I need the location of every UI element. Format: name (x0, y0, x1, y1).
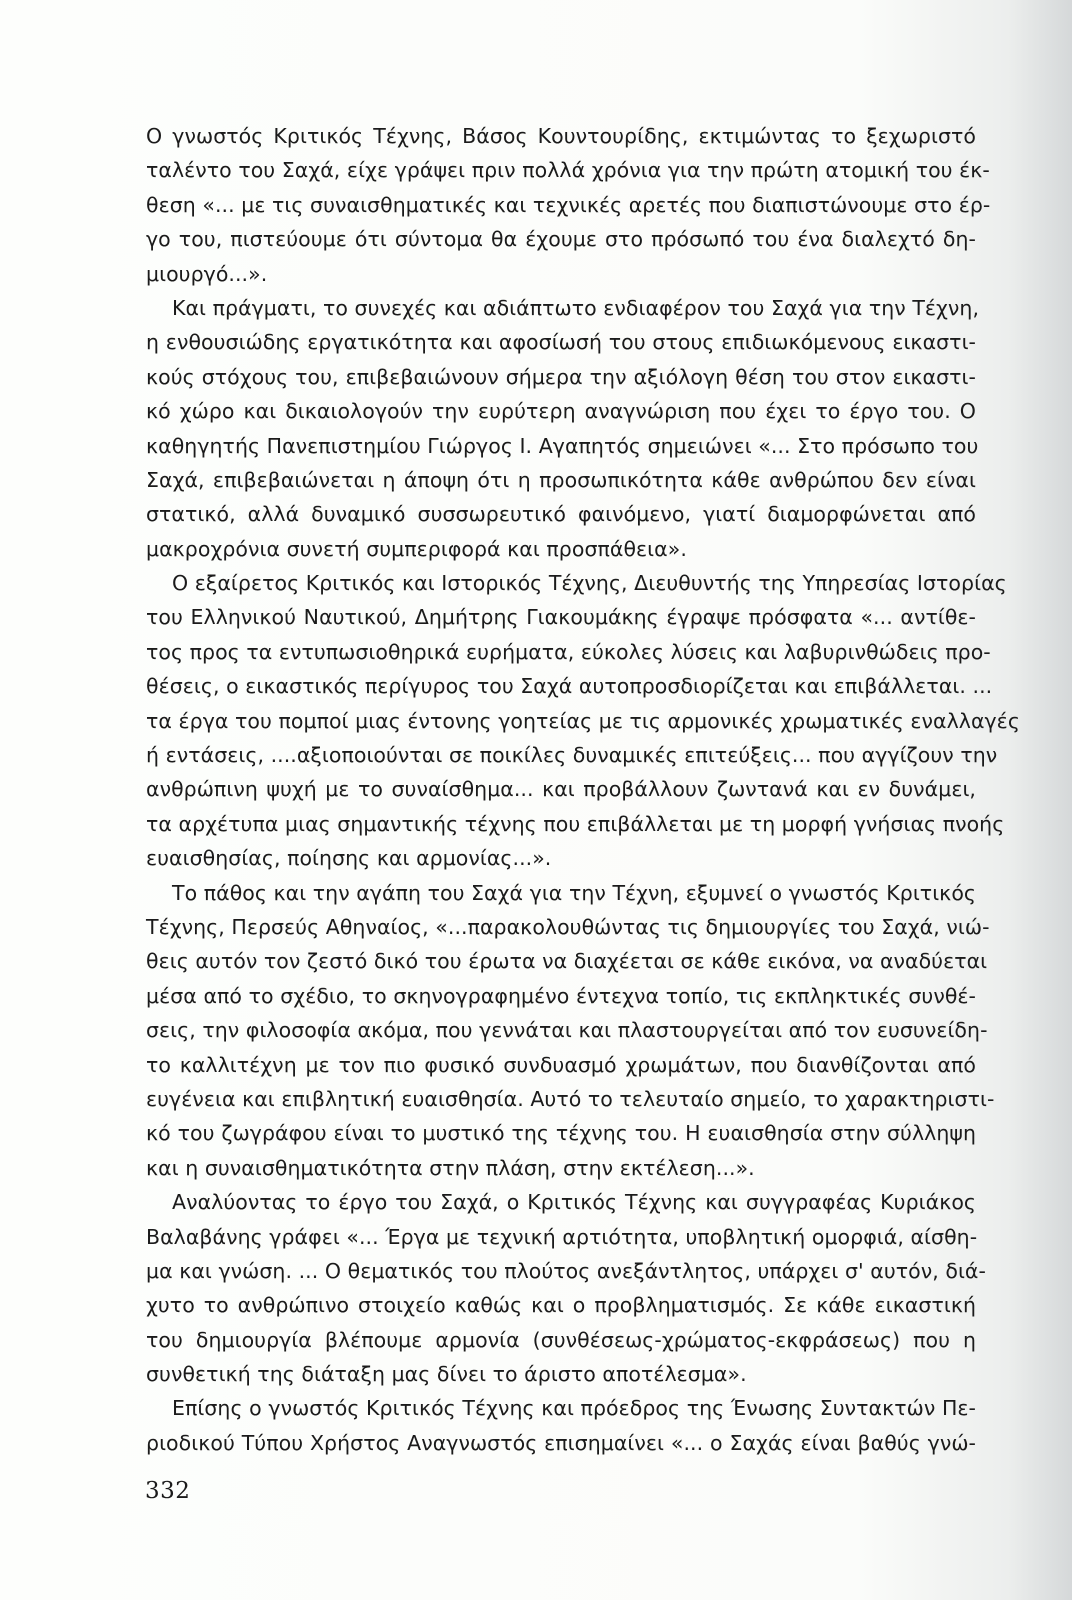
text-line: μιουργό...». (146, 261, 268, 286)
text-line: του δημιουργία βλέπουμε αρμονία (συνθέσεως-χρώματος-εκφράσεως) που η (146, 1327, 976, 1352)
text-line: κό του ζωγράφου είναι το μυστικό της τέχνης του. Η ευαισθησία στην σύλληψη (146, 1121, 976, 1146)
text-line: Τέχνης, Περσεύς Αθηναίος, «...παρακολουθώντας τις δημιουργίες του Σαχά, νιώ- (146, 914, 990, 939)
text-line: τα αρχέτυπα μιας σημαντικής τέχνης που επιβάλλεται με τη μορφή γνήσιας πνοής (146, 811, 1005, 836)
text-line: Αναλύοντας το έργο του Σαχά, ο Κριτικός Τέχνης και συγγραφέας Κυριάκος (172, 1190, 976, 1215)
text-line: τα έργα του πομποί μιας έντονης γοητείας με τις αρμονικές χρωματικές εναλλαγές (146, 708, 1020, 733)
text-line: θεις αυτόν τον ζεστό δικό του έρωτα να διαχέεται σε κάθε εικόνα, να αναδύεται (146, 949, 988, 974)
text-line: Ο γνωστός Κριτικός Τέχνης, Βάσος Κουντουρίδης, εκτιμώντας το ξεχωριστό (146, 124, 976, 148)
text-line: Ο εξαίρετος Κριτικός και Ιστορικός Τέχνης, Διευθυντής της Υπηρεσίας Ιστορίας (172, 571, 1007, 596)
text-line: θεση «... με τις συναισθηματικές και τεχνικές αρετές που διαπιστώνουμε στο έρ- (146, 192, 991, 217)
text-line: μέσα από το σχέδιο, το σκηνογραφημένο έντεχνα τοπίο, τις εκπληκτικές συνθέ- (146, 983, 976, 1008)
text-line: κό χώρο και δικαιολογούν την ευρύτερη αναγνώριση που έχει το έργο του. Ο (146, 399, 976, 424)
text-line: Σαχά, επιβεβαιώνεται η άποψη ότι η προσωπικότητα κάθε ανθρώπου δεν είναι (146, 467, 976, 492)
text-line: ριοδικού Τύπου Χρήστος Αναγνωστός επισημαίνει «... ο Σαχάς είναι βαθύς γνώ- (146, 1430, 976, 1455)
text-line: μα και γνώση. ... Ο θεματικός του πλούτος ανεξάντλητος, υπάρχει σ' αυτόν, διά- (146, 1258, 986, 1283)
text-line: ταλέντο του Σαχά, είχε γράψει πριν πολλά χρόνια για την πρώτη ατομική του έκ- (146, 158, 990, 183)
text-line: στατικό, αλλά δυναμικό συσσωρευτικό φαινόμενο, γιατί διαμορφώνεται από (146, 502, 976, 527)
text-line: Και πράγματι, το συνεχές και αδιάπτωτο ενδιαφέρον του Σαχά για την Τέχνη, (172, 295, 980, 320)
page-number: 332 (145, 1478, 191, 1504)
text-line: συνθετική της διάταξη μας δίνει το άριστο αποτέλεσμα». (146, 1362, 747, 1387)
text-line: και η συναισθηματικότητα στην πλάση, στην εκτέλεση...». (146, 1155, 755, 1180)
text-line: ανθρώπινη ψυχή με το συναίσθημα... και προβάλλουν ζωντανά και εν δυνάμει, (146, 777, 976, 802)
text-line: γο του, πιστεύουμε ότι σύντομα θα έχουμε στο πρόσωπό του ένα διαλεχτό δη- (146, 227, 976, 252)
text-line: Το πάθος και την αγάπη του Σαχά για την Τέχνη, εξυμνεί ο γνωστός Κριτικός (172, 880, 976, 905)
text-line: του Ελληνικού Ναυτικού, Δημήτρης Γιακουμάκης έγραψε πρόσφατα «... αντίθε- (146, 605, 976, 630)
text-line: το καλλιτέχνη με τον πιο φυσικό συνδυασμό χρωμάτων, που διανθίζονται από (146, 1052, 976, 1077)
text-line: η ενθουσιώδης εργατικότητα και αφοσίωσή του στους επιδιωκόμενους εικαστι- (146, 330, 976, 355)
text-line: ή εντάσεις, ....αξιοποιούνται σε ποικίλες δυναμικές επιτεύξεις... που αγγίζουν την (146, 743, 998, 768)
text-line: Επίσης ο γνωστός Κριτικός Τέχνης και πρόεδρος της Ένωσης Συντακτών Πε- (172, 1396, 976, 1421)
text-line: μακροχρόνια συνετή συμπεριφορά και προσπάθεια». (146, 536, 687, 561)
text-line: κούς στόχους του, επιβεβαιώνουν σήμερα την αξιόλογη θέση του στον εικαστι- (146, 364, 976, 389)
text-line: σεις, την φιλοσοφία ακόμα, που γεννάται και πλαστουργείται από τον ευσυνείδη- (146, 1018, 988, 1043)
text-line: Βαλαβάνης γράφει «... Έργα με τεχνική αρτιότητα, υποβλητική ομορφιά, αίσθη- (146, 1224, 978, 1249)
text-line: χυτο το ανθρώπινο στοιχείο καθώς και ο προβληματισμός. Σε κάθε εικαστική (146, 1293, 976, 1318)
text-line: θέσεις, ο εικαστικός περίγυρος του Σαχά αυτοπροσδιορίζεται και επιβάλλεται. ... (146, 674, 993, 699)
body-text (146, 119, 1020, 1460)
text-line: καθηγητής Πανεπιστημίου Γιώργος Ι. Αγαπητός σημειώνει «... Στο πρόσωπο του (146, 433, 979, 458)
text-line: ευαισθησίας, ποίησης και αρμονίας...». (146, 846, 552, 871)
text-line: τος προς τα εντυπωσιοθηρικά ευρήματα, εύκολες λύσεις και λαβυρινθώδεις προ- (146, 639, 991, 664)
text-line: ευγένεια και επιβλητική ευαισθησία. Αυτό το τελευταίο σημείο, το χαρακτηριστι- (146, 1086, 995, 1111)
